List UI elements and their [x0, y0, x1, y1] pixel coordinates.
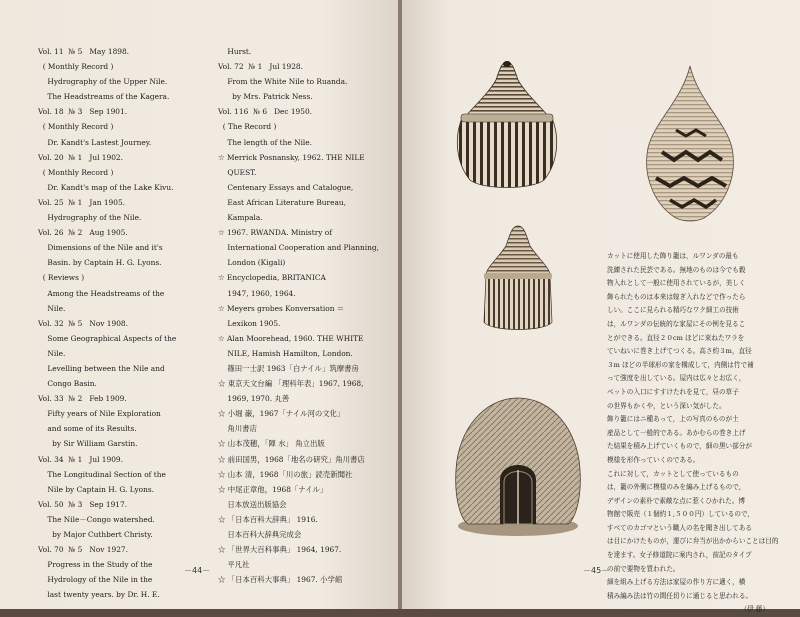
text-line: Vol. 26 № 2 Aug 1905.: [38, 228, 128, 238]
text-line: 飾り籠にはニ種あって，上の写真のものが土: [607, 415, 739, 424]
text-line: を達ます。女子修道院に案内され，前記のタイプ: [607, 551, 752, 560]
text-line: Hydrography of the Upper Nile.: [38, 77, 168, 87]
text-line: ていねいに巻き上げてつくる。高さ約３m，直径: [607, 347, 752, 356]
text-line: Dimensions of the Nile and it's: [38, 243, 163, 253]
text-line: ( Reviews ): [38, 273, 85, 283]
text-line: 細を組み上げる方法は家屋の作り方に適く，横: [607, 578, 746, 587]
text-line: Nile by Captain H. G. Lyons.: [38, 484, 154, 494]
text-line: 積み編み法は竹の間任切りに通じると思われる。: [607, 591, 753, 600]
text-line: これに対して，カットとして使っているもの: [607, 469, 739, 478]
text-line: Dr. Kandt's Lastest Journey.: [38, 137, 152, 147]
text-line: Lexikon 1905.: [218, 318, 281, 328]
text-line: Vol. 25 № 1 Jan 1905.: [38, 197, 126, 207]
text-line: Basin. by Captain H. G. Lyons.: [38, 258, 162, 268]
text-line: Vol. 70 № 5 Nov 1927.: [38, 545, 128, 555]
text-line: Among the Headstreams of the: [38, 288, 165, 298]
text-line: とができる。直径２０cm ほどに束ねたワラを: [607, 333, 745, 342]
text-line: カットに使用した飾り籠は，ルワンダの最も: [607, 252, 739, 260]
text-line: 日本放送出版協会: [218, 499, 287, 509]
text-line: The Nile－Congo watershed.: [38, 514, 155, 524]
text-line: ( The Record ): [218, 122, 277, 132]
text-line: Vol. 11 № 5 May 1898.: [38, 47, 130, 56]
text-line: しい。ここに見られる精巧なワク細工の技術: [607, 306, 739, 315]
text-line: QUEST.: [218, 167, 257, 177]
text-line: Hydrology of the Nile in the: [38, 575, 153, 585]
text-line: From the White Nile to Ruanda.: [218, 77, 348, 87]
text-line: 産品として一般的である。あかむらの巻き上げ: [607, 428, 746, 437]
text-line: ☆ Alan Moorehead, 1960. THE WHITE: [218, 333, 364, 343]
text-line: The length of the Nile.: [218, 137, 313, 147]
basket-with-lid-photo: [452, 58, 562, 193]
text-line: 飾られたものは本来は嫁ぎ入れなどで作ったら: [607, 292, 746, 301]
text-line: by Mrs. Patrick Ness.: [218, 92, 313, 102]
text-line: Progress in the Study of the: [38, 560, 153, 570]
text-line: East African Literature Bureau,: [218, 197, 346, 207]
text-line: 物館で販売（１個約１,５００円）しているので，: [607, 510, 755, 519]
text-line: Fifty years of Nile Exploration: [38, 409, 161, 419]
text-line: Vol. 20 № 1 Jul 1902.: [38, 152, 123, 162]
bibliography-column-2: [218, 44, 393, 587]
text-line: は，籠の外側に模様のみを編み上げるもので，: [607, 483, 746, 492]
text-line: Kampala.: [218, 213, 263, 223]
text-line: NILE, Hamish Hamilton, London.: [218, 348, 353, 358]
page-number-left: －44－: [184, 566, 211, 575]
text-line: by Major Cuthbert Christy.: [38, 530, 153, 539]
text-line: ☆ 「日本百科大辞典」 1916.: [218, 514, 318, 524]
text-line: 日本百科大辞典完成会: [218, 530, 302, 539]
text-line: Nile.: [38, 348, 66, 358]
text-line: ☆ Meyers grobes Konversation ＝: [218, 303, 345, 313]
text-line: 物入れとして一般に使用されているが，美しく: [607, 279, 746, 288]
text-line: 1947, 1960, 1964.: [218, 288, 296, 298]
text-line: 洗練された民芸である。無地のものは今でも穀: [607, 265, 746, 274]
text-line: last twenty years. by Dr. H. E.: [38, 590, 160, 600]
text-line: International Cooperation and Planning,: [218, 243, 379, 253]
text-line: の前で要物を買われた。: [607, 564, 680, 573]
text-line: ☆ 1967. RWANDA. Ministry of: [218, 228, 332, 238]
text-line: Vol. 72 № 1 Jul 1928.: [218, 62, 303, 72]
text-line: Nile.: [38, 303, 66, 313]
text-line: Hurst.: [218, 47, 252, 56]
text-line: デザインの素朴で素敵な点に惹くひかれた。博: [607, 496, 746, 505]
text-line: ( Monthly Record ): [38, 167, 114, 177]
text-line: Hydrography of the Nile.: [38, 213, 142, 223]
text-line: た結果を積み上げていくもので，細の黒い部分が: [607, 442, 752, 451]
text-line: ☆ 「世界大百科事典」 1964, 1967.: [218, 545, 342, 555]
text-line: ☆ 山本茂穂，「陣 水」 角立出版: [218, 439, 325, 449]
text-line: Vol. 18 № 3 Sep 1901.: [38, 107, 128, 117]
bibliography-column-1: [38, 44, 211, 602]
author-credit: （伊 藤）: [740, 605, 769, 614]
text-line: Some Geographical Aspects of the: [38, 333, 177, 343]
basket-conical-zigzag-photo: [640, 60, 740, 225]
text-line: 1969, 1970. 丸善: [218, 394, 290, 404]
text-line: ３m ほどの半球形の家を構成して，内側は竹で補: [607, 360, 754, 369]
text-line: ☆ 中尾正章他，1968「ナイル」: [218, 484, 328, 494]
text-line: ☆ 東京天文台編 「理科年表」1967, 1968,: [218, 379, 364, 389]
text-line: 平凡社: [218, 560, 250, 570]
text-line: ☆ 小堀 巌，1967「ナイル河の文化」: [218, 409, 345, 419]
basket-domed-small-photo: [478, 222, 558, 337]
text-line: Vol. 116 № 6 Dec 1950.: [218, 107, 313, 117]
text-line: ☆ 山本 清，1968「川の旅」読売新聞社: [218, 469, 353, 479]
traditional-hut-model-photo: [448, 390, 588, 540]
text-line: Vol. 33 № 2 Feb 1909.: [38, 394, 127, 404]
text-line: London (Kigali): [218, 258, 286, 268]
text-line: って強度を出している。屋内は広々とお広く，: [607, 374, 746, 383]
text-line: ( Monthly Record ): [38, 62, 114, 72]
text-line: Vol. 34 № 1 Jul 1909.: [38, 454, 123, 464]
text-line: ☆ 前田国男，1968「地名の研究」角川書店: [218, 454, 365, 464]
text-line: ☆ Encyclopedia, BRITANICA: [218, 273, 326, 283]
text-line: 模様を形作っていくのである。: [607, 455, 700, 464]
text-line: Congo Basin.: [38, 379, 97, 389]
text-line: The Headstreams of the Kagera.: [38, 92, 170, 102]
text-line: は，ルワンダの伝統的な家屋にその例を見るこ: [607, 319, 746, 328]
text-line: Vol. 32 № 5 Nov 1908.: [38, 318, 128, 328]
left-page: [0, 0, 398, 609]
text-line: 角川書店: [218, 424, 257, 434]
text-line: Centenary Essays and Catalogue,: [218, 182, 354, 192]
text-line: 篠田一士訳 1963「白ナイル」筑摩書房: [218, 363, 359, 373]
text-line: Dr. Kandt's map of the Lake Kivu.: [38, 182, 174, 192]
text-line: すべてのカゴマという職人の名を聞き出してある: [607, 523, 752, 532]
text-line: ☆ 「日本百科大事典」 1967. 小学館: [218, 575, 343, 585]
page-number-right: －45－: [583, 566, 610, 575]
text-line: は目にかけたものが，運びに弁当が出かからいことは目的: [607, 537, 779, 546]
text-line: by Sir William Garstin.: [38, 439, 138, 449]
text-line: The Longitudinal Section of the: [38, 469, 166, 479]
text-line: ( Monthly Record ): [38, 122, 114, 132]
text-line: ベットの入口にすすけたれを見て，昼の草子: [607, 387, 739, 396]
text-line: ☆ Merrick Posnansky, 1962. THE NILE: [218, 152, 365, 162]
text-line: and some of its Results.: [38, 424, 137, 434]
text-line: の世界もかくや，という深い気がした。: [607, 401, 726, 410]
text-line: Vol. 50 № 3 Sep 1917.: [38, 499, 128, 509]
text-line: Levelling between the Nile and: [38, 363, 165, 373]
japanese-caption-text: [607, 250, 787, 617]
